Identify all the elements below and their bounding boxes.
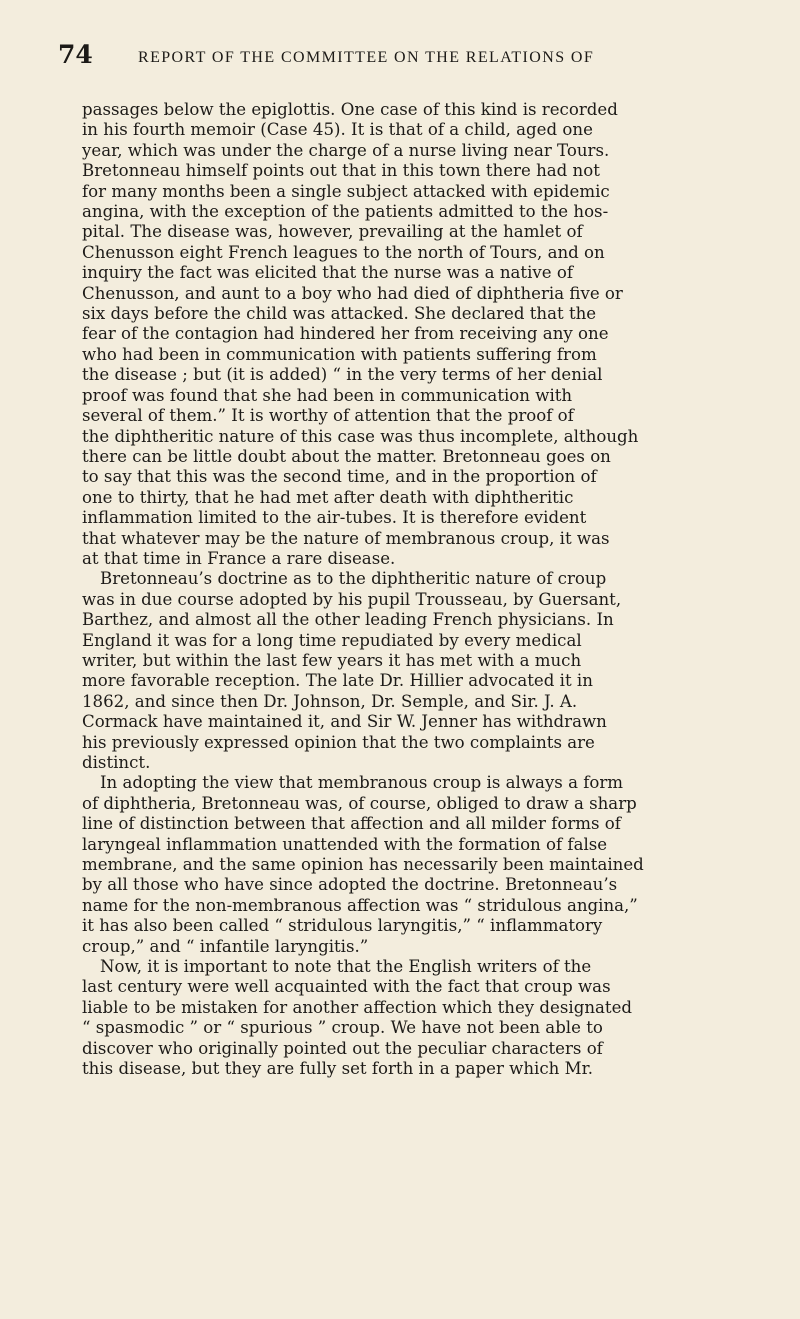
paragraph-4	[82, 957, 754, 1079]
text-line: laryngeal inflammation unattended with the formation of false	[82, 834, 608, 854]
text-line: Chenusson eight French leagues to the north of Tours, and on	[82, 242, 605, 262]
text-line: to say that this was the second time, and in the proportion of	[82, 467, 597, 487]
text-line: In adopting the view that membranous croup is always a form	[100, 773, 624, 793]
paragraph-2	[82, 569, 754, 773]
text-line: liable to be mistaken for another affection which they designated	[82, 997, 633, 1017]
running-title: REPORT OF THE COMMITTEE ON THE RELATIONS OF	[138, 49, 595, 66]
text-line: year, which was under the charge of a nurse living near Tours.	[82, 140, 610, 160]
text-line: pital. The disease was, however, prevailing at the hamlet of	[82, 222, 583, 242]
text-line: in his fourth memoir (Case 45). It is that of a child, aged one	[82, 120, 593, 140]
body-text	[82, 100, 754, 1080]
text-line: croup,” and “ infantile laryngitis.”	[82, 936, 369, 956]
text-line: membrane, and the same opinion has necessarily been maintained	[82, 855, 644, 875]
text-line: fear of the contagion had hindered her from receiving any one	[82, 324, 609, 344]
page-number: 74	[58, 40, 93, 69]
text-line: of diphtheria, Bretonneau was, of course, obliged to draw a sharp	[82, 793, 637, 813]
text-line: distinct.	[82, 753, 151, 772]
text-line: Chenusson, and aunt to a boy who had died of diphtheria five or	[82, 283, 623, 303]
text-line: his previously expressed opinion that the two complaints are	[82, 732, 595, 752]
text-line: the disease ; but (it is added) “ in the very terms of her denial	[82, 365, 603, 385]
running-head	[58, 40, 758, 70]
text-line: who had been in communication with patients suffering from	[82, 344, 597, 364]
text-line: several of them.” It is worthy of attention that the proof of	[82, 406, 574, 426]
text-line: Barthez, and almost all the other leading French physicians. In	[82, 610, 614, 630]
text-line: that whatever may be the nature of membranous croup, it was	[82, 528, 610, 548]
text-line: Bretonneau himself points out that in this town there had not	[82, 161, 600, 181]
text-line: six days before the child was attacked. She declared that the	[82, 304, 597, 324]
text-line: was in due course adopted by his pupil Trousseau, by Guersant,	[82, 589, 622, 609]
text-line: Now, it is important to note that the English writers of the	[100, 957, 592, 977]
text-line: last century were well acquainted with the fact that croup was	[82, 977, 611, 997]
text-line: one to thirty, that he had met after death with diphtheritic	[82, 487, 574, 507]
text-line: inquiry the fact was elicited that the nurse was a native of	[82, 263, 573, 283]
text-line: writer, but within the last few years it has met with a much	[82, 650, 582, 670]
text-line: angina, with the exception of the patients admitted to the hos-	[82, 202, 609, 222]
text-line: passages below the epiglottis. One case of this kind is recorded	[82, 100, 618, 119]
text-line: Bretonneau’s doctrine as to the diphtheritic nature of croup	[100, 569, 607, 589]
paragraph-1	[82, 100, 754, 569]
text-line: at that time in France a rare disease.	[82, 548, 396, 568]
text-line: “ spasmodic ” or “ spurious ” croup. We have not been able to	[82, 1018, 603, 1038]
text-line: this disease, but they are fully set forth in a paper which Mr.	[82, 1059, 593, 1079]
text-line: it has also been called “ stridulous laryngitis,” “ inflammatory	[82, 916, 603, 936]
text-line: proof was found that she had been in communication with	[82, 385, 573, 405]
text-line: England it was for a long time repudiated by every medical	[82, 630, 582, 650]
text-line: Cormack have maintained it, and Sir W. Jenner has withdrawn	[82, 712, 607, 732]
text-line: the diphtheritic nature of this case was thus incomplete, although	[82, 426, 639, 446]
text-line: more favorable reception. The late Dr. Hillier advocated it in	[82, 671, 593, 691]
text-line: there can be little doubt about the matter. Bretonneau goes on	[82, 446, 611, 466]
paragraph-3	[82, 773, 754, 957]
text-line: by all those who have since adopted the doctrine. Bretonneau’s	[82, 875, 618, 895]
text-line: line of distinction between that affection and all milder forms of	[82, 814, 621, 834]
text-line: inflammation limited to the air-tubes. It is therefore evident	[82, 508, 587, 528]
text-line: for many months been a single subject attacked with epidemic	[82, 181, 610, 201]
text-line: 1862, and since then Dr. Johnson, Dr. Semple, and Sir. J. A.	[82, 691, 578, 711]
text-line: discover who originally pointed out the peculiar characters of	[82, 1038, 603, 1058]
text-line: name for the non-membranous affection was “ stridulous angina,”	[82, 895, 638, 915]
